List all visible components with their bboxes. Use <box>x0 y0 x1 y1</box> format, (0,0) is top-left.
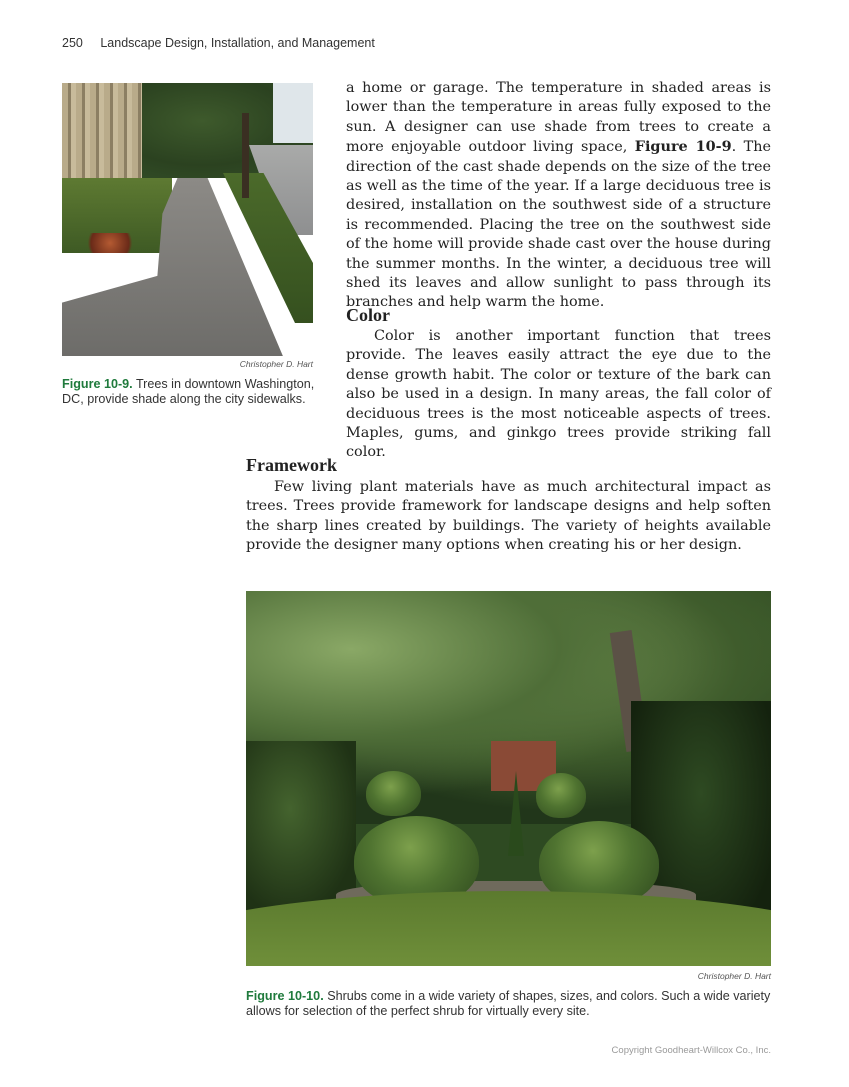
running-head <box>62 36 375 50</box>
color-text: Color is another important function that trees provide. The leaves easily attract the eye due to the dense growth habit. The color or texture of the bark can also be used in a design. In many areas, the fall color of deciduous trees is the most noticeable aspects of trees. Maples, gums, and ginkgo trees provide striking fall color. <box>346 328 771 461</box>
framework-text: Few living plant materials have as much architectural impact as trees. Trees provide framework for landscape designs and help soften the sharp lines created by buildings. The variety of heights available provide the designer many options when creating his or her design. <box>246 479 771 554</box>
copyright-footer: Copyright Goodheart-Willcox Co., Inc. <box>611 1045 771 1056</box>
page-number: 250 <box>62 36 83 50</box>
shade-text-2: . The direction of the cast shade depends on the size of the tree as well as the time of the year. If a large deciduous tree is desired, installation on the southwest side of a structure is recommended. Placing the tree on the southwest side of the home will provide shade cast over the house during the summer months. In the winter, a deciduous tree will shed its leaves and allow sunlight to pass through its branches and help warm the home. <box>346 139 771 311</box>
photo-shrubs-left <box>246 741 356 911</box>
photo-lawn <box>246 891 771 966</box>
book-title: Landscape Design, Installation, and Management <box>100 36 375 50</box>
photo-boxwood-back-right <box>536 773 586 818</box>
photo-tree-trunk <box>242 113 249 198</box>
shade-text-1: a home or garage. The temperature in shaded areas is lower than the temperature in areas fully exposed to the sun. A designer can use shade from trees to create a more enjoyable outdoor living space, <box>346 80 771 156</box>
figure-10-10-credit: Christopher D. Hart <box>697 971 771 981</box>
framework-heading: Framework <box>246 455 337 475</box>
photo-sky <box>273 83 313 143</box>
figure-10-9-caption-text: Trees in downtown Washington, DC, provide shade along the city sidewalks. <box>62 377 315 406</box>
figure-10-10-photo <box>246 591 771 966</box>
photo-boxwood-back-left <box>366 771 421 816</box>
figure-10-10-label: Figure 10-10. <box>246 989 324 1003</box>
figure-10-9-reference[interactable]: Figure 10-9 <box>634 138 732 156</box>
figure-10-10-caption <box>246 989 771 1019</box>
figure-10-9-label: Figure 10-9. <box>62 377 133 391</box>
figure-10-10-caption-text: Shrubs come in a wide variety of shapes, sizes, and colors. Such a wide variety allows for selection of the perfect shrub for virtually every site. <box>246 989 771 1018</box>
color-heading: Color <box>346 305 390 325</box>
color-paragraph <box>346 327 771 463</box>
figure-10-9-credit: Christopher D. Hart <box>239 359 313 369</box>
photo-flower-bed <box>80 233 140 253</box>
shade-paragraph <box>346 79 771 313</box>
framework-paragraph <box>246 478 771 556</box>
photo-building <box>62 83 142 193</box>
figure-10-9-caption <box>62 377 317 407</box>
figure-10-9-photo <box>62 83 313 356</box>
